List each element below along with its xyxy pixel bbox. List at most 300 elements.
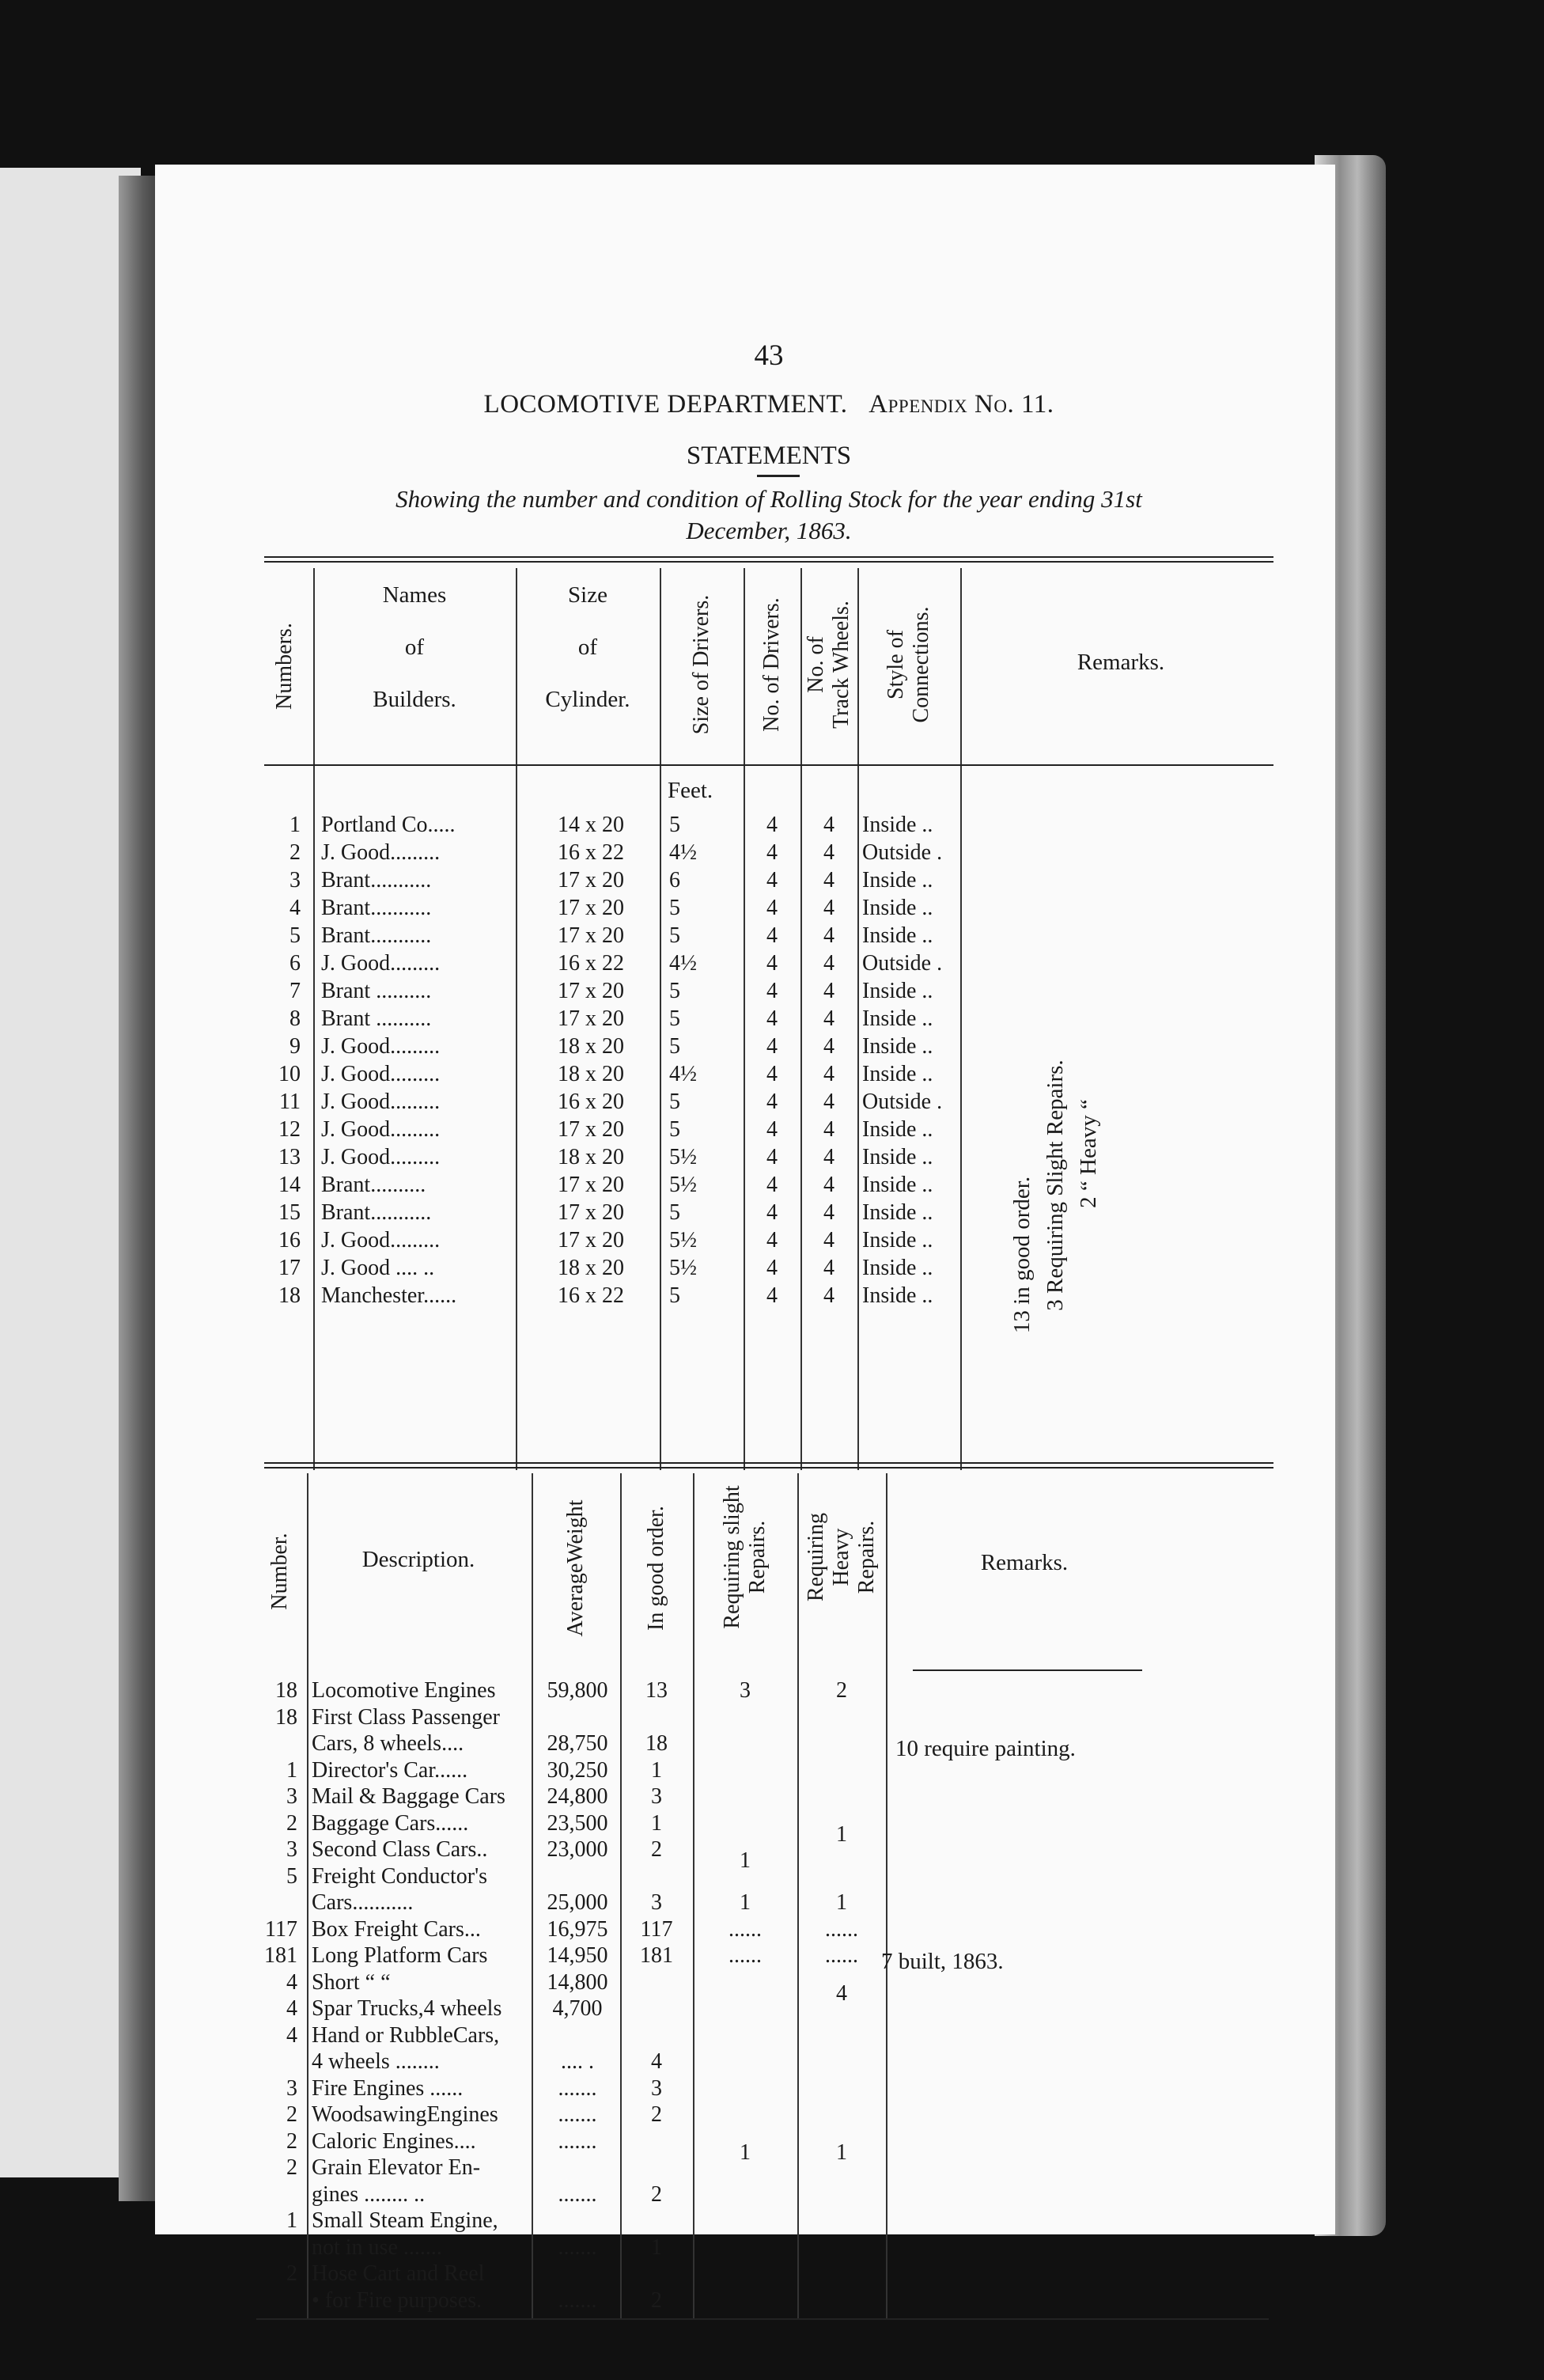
loco-connection-style: Inside ..	[862, 813, 933, 837]
loco-connection-style: Outside .	[862, 840, 943, 865]
loco-number: 5	[290, 923, 301, 948]
loco-track-wheels: 4	[823, 1256, 834, 1280]
stock-description: Cars, 8 wheels....	[312, 1731, 464, 1756]
loco-number: 16	[278, 1228, 301, 1253]
loco-driver-size: 5	[669, 1200, 680, 1225]
stock-average-weight: 24,800	[547, 1784, 608, 1809]
header-style-line-1: Style of	[884, 630, 908, 699]
table-row	[256, 2048, 1281, 2075]
loco-driver-count: 4	[766, 1228, 778, 1253]
table-row	[256, 1889, 1281, 1916]
table-row	[256, 2181, 1281, 2208]
loco-connection-style: Inside ..	[862, 923, 933, 948]
stock-description: Freight Conductor's	[312, 1863, 488, 1889]
loco-number: 11	[279, 1090, 301, 1114]
loco-track-wheels: 4	[823, 1145, 834, 1169]
table-row	[256, 1061, 1281, 1089]
loco-driver-count: 4	[766, 1117, 778, 1142]
stock-good-order: 4	[651, 2049, 662, 2074]
stock-number: 3	[286, 1784, 297, 1809]
table-row	[256, 839, 1281, 867]
stock-number: 2	[286, 2261, 297, 2286]
loco-connection-style: Inside ..	[862, 868, 933, 892]
stock-description: Hose Cart and Reel	[312, 2261, 485, 2286]
stock-good-order: 18	[645, 1731, 668, 1756]
table-row	[256, 950, 1281, 978]
stock-heavy-repairs: 1	[836, 2139, 847, 2165]
stock-average-weight: .......	[558, 2234, 597, 2260]
stock-good-order: 2	[651, 2287, 662, 2313]
stock-description: • for Fire purposes.	[312, 2287, 482, 2313]
stock-good-order: 3	[651, 2075, 662, 2101]
title-rule	[757, 475, 800, 477]
stock-description: Spar Trucks,4 wheels	[312, 1996, 502, 2021]
stock-description: Hand or RubbleCars,	[312, 2022, 500, 2048]
loco-number: 1	[290, 813, 301, 837]
loco-connection-style: Inside ..	[862, 1256, 933, 1280]
loco-track-wheels: 4	[823, 1173, 834, 1197]
stock-average-weight: 25,000	[547, 1890, 608, 1915]
loco-cylinder: 16 x 22	[558, 1283, 624, 1308]
loco-driver-size: 5	[669, 1117, 680, 1142]
loco-builder: Brant..........	[321, 1173, 426, 1197]
header-track-line-1: No. of	[804, 636, 828, 693]
table-row	[256, 1730, 1281, 1757]
loco-number: 10	[278, 1062, 301, 1086]
loco-track-wheels: 4	[823, 1062, 834, 1086]
loco-builder: Manchester......	[321, 1283, 457, 1308]
stock-description: Caloric Engines....	[312, 2128, 476, 2154]
stock-description: Box Freight Cars...	[312, 1916, 481, 1942]
loco-builder: J. Good.........	[321, 1090, 441, 1114]
table-row	[256, 1704, 1281, 1731]
header-heavy-line-1: Requiring	[804, 1513, 828, 1601]
table-row	[256, 1863, 1281, 1890]
loco-number: 14	[278, 1173, 301, 1197]
loco-cylinder: 16 x 22	[558, 951, 624, 976]
loco-driver-size: 5½	[669, 1228, 697, 1253]
loco-track-wheels: 4	[823, 813, 834, 837]
loco-cylinder: 17 x 20	[558, 1200, 624, 1225]
header-size-of-drivers: Size of Drivers.	[689, 594, 713, 735]
stock-average-weight: 14,950	[547, 1943, 608, 1968]
loco-driver-count: 4	[766, 1145, 778, 1169]
stock-average-weight: 30,250	[547, 1757, 608, 1783]
loco-connection-style: Inside ..	[862, 1117, 933, 1142]
stock-average-weight: 23,500	[547, 1810, 608, 1836]
loco-builder: Brant...........	[321, 896, 432, 920]
stock-average-weight: 14,800	[547, 1969, 608, 1995]
loco-cylinder: 16 x 20	[558, 1090, 624, 1114]
loco-builder: J. Good.........	[321, 1145, 441, 1169]
stock-average-weight: .......	[558, 2287, 597, 2313]
stock-number: 117	[265, 1916, 297, 1942]
loco-builder: J. Good.........	[321, 1117, 441, 1142]
header-track-wheels	[804, 601, 854, 729]
stock-good-order: 1	[651, 1757, 662, 1783]
loco-cylinder: 18 x 20	[558, 1145, 624, 1169]
loco-cylinder: 17 x 20	[558, 979, 624, 1003]
stock-description: gines ........ ..	[312, 2181, 426, 2207]
table-row	[256, 1172, 1281, 1199]
table-row	[256, 2208, 1281, 2234]
subtitle-line-2: December, 1863.	[686, 517, 852, 544]
loco-track-wheels: 4	[823, 923, 834, 948]
stock-good-order: 2	[651, 1837, 662, 1862]
loco-driver-size: 5½	[669, 1256, 697, 1280]
units-feet: Feet.	[668, 778, 713, 803]
stock-number: 2	[286, 1810, 297, 1836]
loco-track-wheels: 4	[823, 1006, 834, 1031]
appendix-label: Appendix No. 11.	[868, 390, 1054, 419]
stock-number: 2	[286, 2102, 297, 2127]
loco-number: 15	[278, 1200, 301, 1225]
stock-slight-repairs: 1	[740, 1890, 751, 1915]
loco-track-wheels: 4	[823, 1200, 834, 1225]
stock-heavy-repairs: 1	[836, 1890, 847, 1915]
stock-description: Second Class Cars..	[312, 1837, 488, 1862]
table-row	[256, 923, 1281, 950]
loco-cylinder: 17 x 20	[558, 896, 624, 920]
header-no-of-drivers: No. of Drivers.	[759, 597, 784, 732]
stock-good-order: 117	[640, 1916, 673, 1942]
loco-track-wheels: 4	[823, 1034, 834, 1059]
loco-cylinder: 18 x 20	[558, 1256, 624, 1280]
loco-cylinder: 17 x 20	[558, 868, 624, 892]
stock-description: WoodsawingEngines	[312, 2102, 498, 2127]
loco-cylinder: 16 x 22	[558, 840, 624, 865]
table-row	[256, 895, 1281, 923]
remark-built-1863: 7 built, 1863.	[881, 1949, 1004, 1974]
table-row	[256, 978, 1281, 1006]
loco-builder: J. Good.........	[321, 1228, 441, 1253]
stock-number: 4	[286, 2022, 297, 2048]
stock-good-order: 2	[651, 2102, 662, 2127]
table-row	[256, 2128, 1281, 2165]
header-requiring-slight	[720, 1485, 770, 1628]
table2-top-rule	[264, 1462, 1273, 1469]
loco-connection-style: Inside ..	[862, 979, 933, 1003]
stock-number: 2	[286, 2128, 297, 2154]
table-row	[256, 1283, 1281, 1310]
header-slight-line-2: Repairs.	[745, 1520, 770, 1594]
stock-good-order: 181	[640, 1943, 673, 1968]
loco-number: 17	[278, 1256, 301, 1280]
table-row	[256, 2022, 1281, 2049]
stock-description: First Class Passenger	[312, 1704, 500, 1730]
loco-connection-style: Inside ..	[862, 1034, 933, 1059]
stock-number: 18	[275, 1704, 297, 1730]
loco-connection-style: Inside ..	[862, 1145, 933, 1169]
loco-connection-style: Inside ..	[862, 1228, 933, 1253]
loco-cylinder: 17 x 20	[558, 1006, 624, 1031]
loco-number: 4	[290, 896, 301, 920]
loco-number: 9	[290, 1034, 301, 1059]
loco-driver-count: 4	[766, 979, 778, 1003]
header-number: Number.	[267, 1533, 292, 1610]
header-track-line-2: Track Wheels.	[829, 601, 853, 729]
stock-description: Director's Car......	[312, 1757, 468, 1783]
stock-number: 2	[286, 2155, 297, 2180]
document-page	[155, 165, 1335, 2313]
stock-average-weight: .......	[558, 2075, 597, 2101]
header-builders-line-2: of	[404, 635, 425, 660]
stock-number: 5	[286, 1863, 297, 1889]
header-style-of-connections	[884, 607, 934, 723]
table-row	[256, 2261, 1281, 2287]
header-average-weight: AverageWeight	[563, 1499, 588, 1637]
table-row	[256, 1783, 1281, 1810]
stock-average-weight: 16,975	[547, 1916, 608, 1942]
loco-builder: Portland Co.....	[321, 813, 456, 837]
loco-cylinder: 17 x 20	[558, 923, 624, 948]
loco-builder: J. Good.........	[321, 840, 441, 865]
stock-description: 4 wheels ........	[312, 2049, 440, 2074]
loco-connection-style: Inside ..	[862, 1200, 933, 1225]
table-row	[256, 1227, 1281, 1255]
table-row	[256, 1255, 1281, 1283]
stock-heavy-repairs: 1	[836, 1821, 847, 1847]
loco-driver-count: 4	[766, 923, 778, 948]
stock-good-order: 13	[645, 1678, 668, 1703]
loco-builder: Brant...........	[321, 1200, 432, 1225]
loco-track-wheels: 4	[823, 1117, 834, 1142]
header-cylinder	[522, 572, 653, 722]
t2-header-rule	[913, 1669, 1142, 1671]
header-heavy-line-3: Repairs.	[854, 1520, 879, 1594]
stock-good-order: 1	[651, 1810, 662, 1836]
table-row	[256, 1116, 1281, 1144]
stock-number: 3	[286, 2075, 297, 2101]
loco-driver-count: 4	[766, 1006, 778, 1031]
loco-number: 12	[278, 1117, 301, 1142]
subtitle-line-1: Showing the number and condition of Rolling Stock for the year ending 31st	[395, 485, 1142, 513]
loco-builder: J. Good .... ..	[321, 1256, 435, 1280]
loco-driver-size: 5	[669, 813, 680, 837]
stock-description: Long Platform Cars	[312, 1943, 488, 1968]
header-builders-line-3: Builders.	[373, 687, 456, 712]
loco-number: 2	[290, 840, 301, 865]
stock-good-order: 2	[651, 2181, 662, 2207]
stock-average-weight: 4,700	[552, 1996, 603, 2021]
header-builders-line-1: Names	[382, 582, 447, 608]
loco-connection-style: Inside ..	[862, 1173, 933, 1197]
loco-builder: J. Good.........	[321, 1062, 441, 1086]
loco-cylinder: 14 x 20	[558, 813, 624, 837]
locomotive-rows	[256, 812, 1281, 1310]
loco-number: 13	[278, 1145, 301, 1169]
statements-title: STATEMENTS	[686, 442, 852, 470]
stock-description: Short “ “	[312, 1969, 391, 1995]
loco-track-wheels: 4	[823, 979, 834, 1003]
loco-track-wheels: 4	[823, 951, 834, 976]
stock-description: Small Steam Engine,	[312, 2208, 498, 2233]
stock-number: 3	[286, 1837, 297, 1862]
header-cylinder-line-3: Cylinder.	[545, 687, 630, 712]
loco-driver-size: 5	[669, 1090, 680, 1114]
stock-average-weight: .......	[558, 2128, 597, 2154]
loco-driver-size: 4½	[669, 951, 697, 976]
loco-remark-slight: 3 Requiring Slight Repairs.	[1043, 1059, 1068, 1311]
loco-driver-size: 5	[669, 923, 680, 948]
loco-driver-count: 4	[766, 1090, 778, 1114]
table-row	[256, 1006, 1281, 1033]
loco-number: 7	[290, 979, 301, 1003]
header-numbers: Numbers.	[272, 623, 297, 710]
stock-number: 4	[286, 1996, 297, 2021]
table-row	[256, 2075, 1281, 2102]
loco-cylinder: 18 x 20	[558, 1062, 624, 1086]
table-row	[256, 1144, 1281, 1172]
department-title: LOCOMOTIVE DEPARTMENT.	[483, 390, 848, 419]
loco-number: 6	[290, 951, 301, 976]
stock-description: Mail & Baggage Cars	[312, 1784, 505, 1809]
loco-track-wheels: 4	[823, 868, 834, 892]
loco-driver-size: 5	[669, 1283, 680, 1308]
loco-number: 8	[290, 1006, 301, 1031]
loco-driver-count: 4	[766, 1034, 778, 1059]
loco-connection-style: Inside ..	[862, 1006, 933, 1031]
loco-driver-size: 5	[669, 979, 680, 1003]
stock-average-weight: 23,000	[547, 1837, 608, 1862]
table-row	[256, 1089, 1281, 1116]
loco-cylinder: 18 x 20	[558, 1034, 624, 1059]
loco-connection-style: Outside .	[862, 951, 943, 976]
header-heavy-line-2: Heavy	[829, 1528, 853, 1586]
header-remarks-1: Remarks.	[1077, 650, 1165, 675]
stock-rows	[256, 1677, 1281, 2314]
table-row	[256, 2155, 1281, 2181]
page-content	[256, 165, 1281, 2313]
loco-remark-heavy: 2 “ Heavy “	[1076, 1099, 1101, 1208]
loco-builder: Brant...........	[321, 868, 432, 892]
loco-driver-count: 4	[766, 1256, 778, 1280]
table-row	[256, 812, 1281, 839]
department-heading	[256, 390, 1281, 419]
header-builders	[320, 572, 509, 722]
loco-connection-style: Outside .	[862, 1090, 943, 1114]
loco-track-wheels: 4	[823, 896, 834, 920]
header-cylinder-line-1: Size	[568, 582, 607, 608]
table-row	[256, 1757, 1281, 1784]
table-row	[256, 2234, 1281, 2261]
stock-good-order: 3	[651, 1784, 662, 1809]
stock-number: 18	[275, 1678, 297, 1703]
stock-average-weight: 59,800	[547, 1678, 608, 1703]
table-row	[256, 2101, 1281, 2128]
loco-connection-style: Inside ..	[862, 896, 933, 920]
stock-description: not in use .......	[312, 2234, 442, 2260]
stock-description: Baggage Cars......	[312, 1810, 469, 1836]
page-number: 43	[754, 339, 784, 372]
header-requiring-heavy	[804, 1513, 880, 1601]
loco-driver-count: 4	[766, 951, 778, 976]
table-row	[256, 867, 1281, 895]
loco-connection-style: Inside ..	[862, 1062, 933, 1086]
loco-driver-size: 5½	[669, 1145, 697, 1169]
loco-builder: Brant...........	[321, 923, 432, 948]
stock-description: Fire Engines ......	[312, 2075, 464, 2101]
remark-require-painting: 10 require painting.	[895, 1736, 1076, 1761]
loco-track-wheels: 4	[823, 1090, 834, 1114]
stock-average-weight: .... .	[561, 2049, 594, 2074]
stock-heavy-repairs: 2	[836, 1678, 847, 1703]
header-description: Description.	[361, 1547, 475, 1572]
table-row	[256, 1199, 1281, 1227]
loco-track-wheels: 4	[823, 1228, 834, 1253]
loco-driver-size: 6	[669, 868, 680, 892]
table-row	[256, 1033, 1281, 1061]
loco-driver-count: 4	[766, 1062, 778, 1086]
stock-good-order: 3	[651, 1890, 662, 1915]
loco-remark-good: 13 in good order.	[1009, 1176, 1035, 1334]
loco-number: 3	[290, 868, 301, 892]
loco-driver-size: 5½	[669, 1173, 697, 1197]
loco-driver-count: 4	[766, 813, 778, 837]
header-cylinder-line-2: of	[577, 635, 598, 660]
stock-number: 4	[286, 1969, 297, 1995]
loco-driver-size: 4½	[669, 840, 697, 865]
stock-heavy-repairs: ......	[825, 1916, 858, 1942]
table-row	[256, 1836, 1281, 1873]
loco-track-wheels: 4	[823, 1283, 834, 1308]
loco-cylinder: 17 x 20	[558, 1117, 624, 1142]
table-row	[256, 1916, 1281, 1943]
stock-number: 181	[264, 1943, 297, 1968]
table-row	[256, 1969, 1281, 2006]
loco-connection-style: Inside ..	[862, 1283, 933, 1308]
loco-builder: Brant ..........	[321, 979, 432, 1003]
stock-description: Cars...........	[312, 1890, 414, 1915]
header-in-good-order: In good order.	[644, 1506, 668, 1631]
stock-slight-repairs: 3	[740, 1678, 751, 1703]
loco-driver-count: 4	[766, 840, 778, 865]
loco-driver-count: 4	[766, 868, 778, 892]
loco-driver-size: 5	[669, 896, 680, 920]
loco-builder: Brant ..........	[321, 1006, 432, 1031]
stock-number: 1	[286, 2208, 297, 2233]
stock-average-weight: .......	[558, 2181, 597, 2207]
loco-driver-count: 4	[766, 896, 778, 920]
loco-builder: J. Good.........	[321, 951, 441, 976]
loco-driver-size: 4½	[669, 1062, 697, 1086]
table-row	[256, 1677, 1281, 1704]
loco-cylinder: 17 x 20	[558, 1173, 624, 1197]
loco-number: 18	[278, 1283, 301, 1308]
table1-top-rule	[264, 556, 1273, 563]
stock-average-weight: .......	[558, 2102, 597, 2127]
loco-track-wheels: 4	[823, 840, 834, 865]
stock-heavy-repairs: ......	[825, 1943, 858, 1968]
header-slight-line-1: Requiring slight	[720, 1485, 744, 1629]
stock-number: 1	[286, 1757, 297, 1783]
stock-average-weight: 28,750	[547, 1731, 608, 1756]
stock-good-order: 1	[651, 2234, 662, 2260]
stock-description: Locomotive Engines	[312, 1678, 496, 1703]
stock-slight-repairs: 1	[740, 1848, 751, 1873]
stock-slight-repairs: ......	[728, 1916, 762, 1942]
header-style-line-2: Connections.	[909, 606, 933, 723]
stock-description: Grain Elevator En-	[312, 2155, 481, 2180]
table-row	[256, 1810, 1281, 1847]
loco-cylinder: 17 x 20	[558, 1228, 624, 1253]
stock-heavy-repairs: 4	[836, 1980, 847, 2006]
t1-header-rule	[264, 764, 1273, 766]
table2-bottom-rule	[256, 2318, 1269, 2320]
loco-driver-size: 5	[669, 1006, 680, 1031]
loco-driver-count: 4	[766, 1283, 778, 1308]
loco-driver-size: 5	[669, 1034, 680, 1059]
